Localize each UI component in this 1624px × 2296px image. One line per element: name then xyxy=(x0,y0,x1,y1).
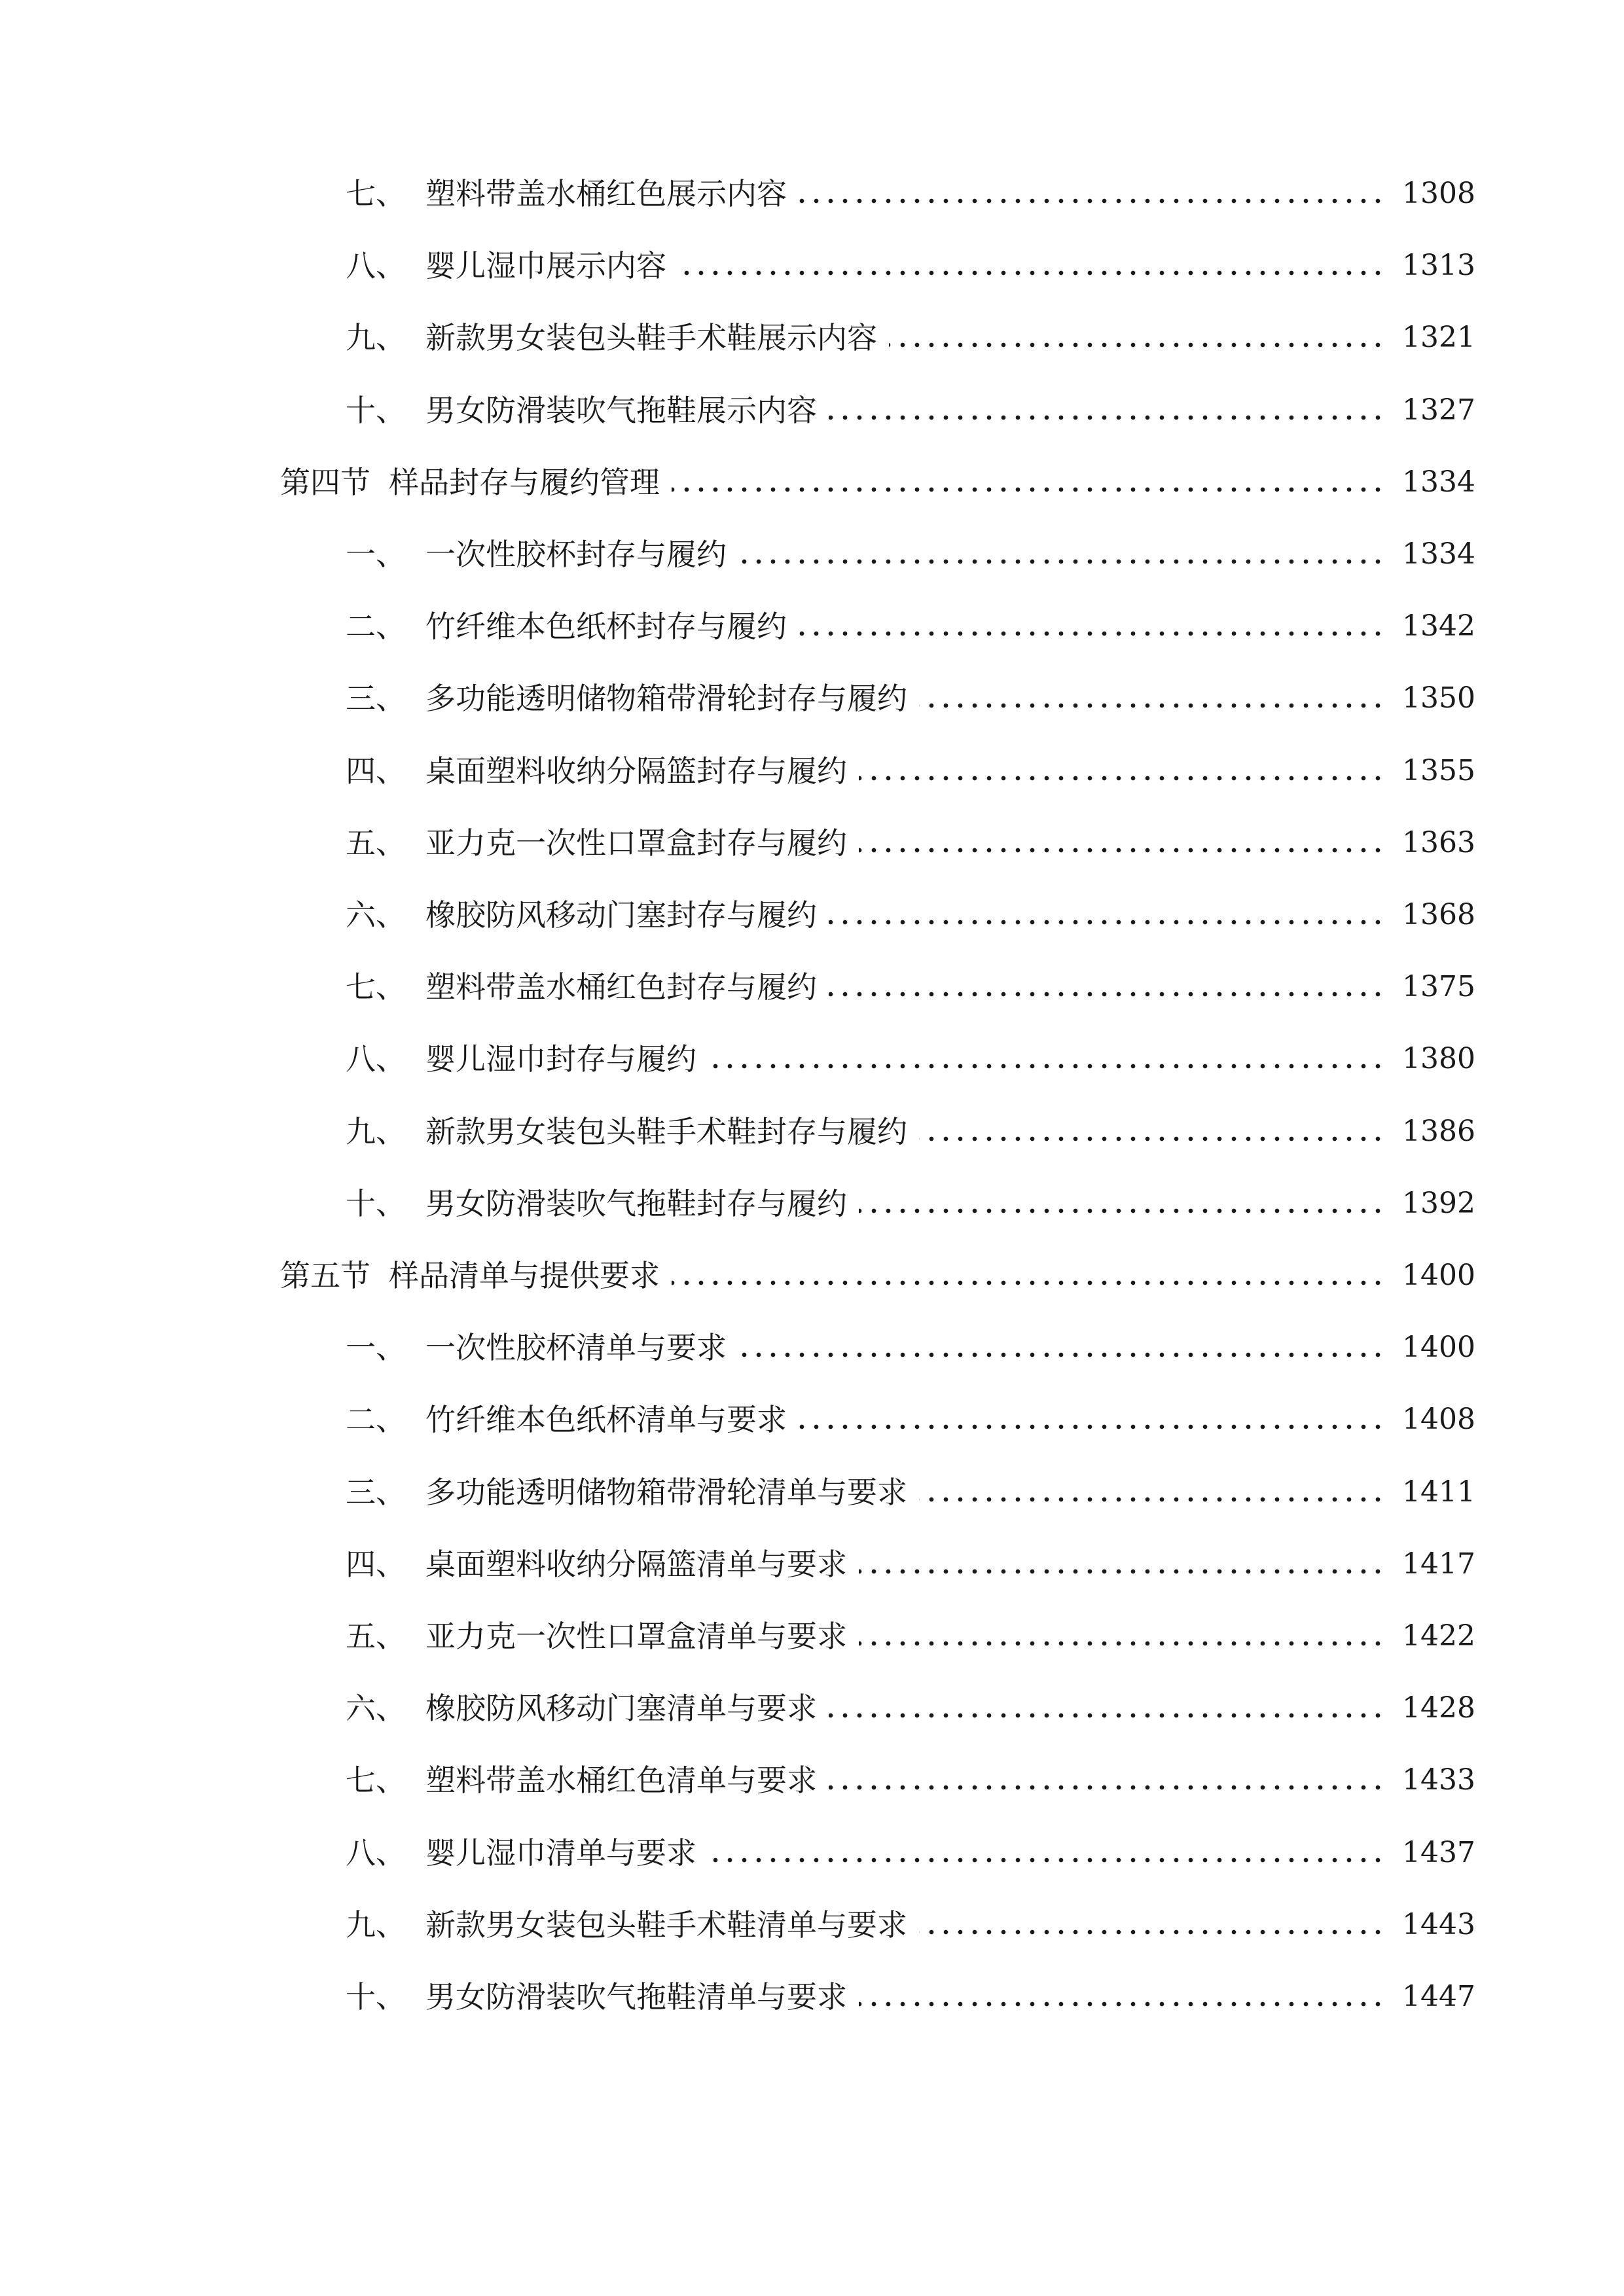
toc-entry-title: 橡胶防风移动门塞清单与要求 xyxy=(425,1691,817,1727)
toc-entry-page-number: 1355 xyxy=(1402,753,1475,787)
toc-entry-number: 一、 xyxy=(346,1330,406,1366)
dot-leader xyxy=(829,1784,1385,1791)
toc-entry-title: 男女防滑装吹气拖鞋展示内容 xyxy=(425,392,817,428)
toc-entry-number: 三、 xyxy=(346,681,406,717)
toc-entry-number: 七、 xyxy=(346,176,406,211)
toc-entry[interactable] xyxy=(346,528,1475,581)
toc-entry-number: 七、 xyxy=(346,1763,406,1799)
toc-entry-page-number: 1400 xyxy=(1402,1331,1475,1365)
dot-leader xyxy=(738,558,1385,565)
dot-leader xyxy=(859,1568,1385,1575)
toc-entry[interactable] xyxy=(346,1971,1475,2023)
dot-leader xyxy=(829,918,1385,926)
toc-entry[interactable] xyxy=(346,1105,1475,1158)
dot-leader xyxy=(799,1423,1385,1431)
toc-section-entry[interactable] xyxy=(280,456,1475,509)
toc-entry-number: 第四节 xyxy=(280,464,370,500)
toc-entry-title: 婴儿湿巾清单与要求 xyxy=(425,1835,696,1871)
toc-entry-title: 塑料带盖水桶红色封存与履约 xyxy=(425,969,817,1005)
toc-entry-title: 样品清单与提供要求 xyxy=(389,1258,660,1293)
toc-entry[interactable] xyxy=(346,1754,1475,1806)
toc-entry-title: 橡胶防风移动门塞封存与履约 xyxy=(425,897,817,933)
toc-entry-number: 九、 xyxy=(346,1113,406,1149)
dot-leader xyxy=(859,1207,1385,1215)
toc-entry-page-number: 1386 xyxy=(1402,1114,1475,1148)
toc-entry-number: 七、 xyxy=(346,969,406,1005)
toc-entry[interactable] xyxy=(346,600,1475,653)
toc-entry-title: 男女防滑装吹气拖鞋清单与要求 xyxy=(425,1979,847,2015)
toc-entry-page-number: 1321 xyxy=(1402,321,1475,355)
toc-entry-title: 男女防滑装吹气拖鞋封存与履约 xyxy=(425,1185,847,1221)
dot-leader xyxy=(859,846,1385,854)
toc-entry[interactable] xyxy=(346,1321,1475,1374)
toc-entry-page-number: 1375 xyxy=(1402,970,1475,1004)
toc-entry-number: 五、 xyxy=(346,825,406,861)
toc-entry[interactable] xyxy=(346,1033,1475,1085)
toc-entry-page-number: 1408 xyxy=(1402,1403,1475,1437)
toc-entry-number: 六、 xyxy=(346,897,406,933)
dot-leader xyxy=(678,269,1385,277)
toc-entry-title: 竹纤维本色纸杯清单与要求 xyxy=(425,1402,787,1438)
dot-leader xyxy=(799,197,1385,205)
toc-entry-page-number: 1392 xyxy=(1402,1186,1475,1220)
toc-entry-page-number: 1417 xyxy=(1402,1547,1475,1581)
toc-entry-number: 二、 xyxy=(346,1402,406,1438)
toc-entry-title: 桌面塑料收纳分隔篮清单与要求 xyxy=(425,1546,847,1582)
toc-entry-title: 一次性胶杯清单与要求 xyxy=(425,1330,727,1366)
toc-entry-number: 四、 xyxy=(346,1546,406,1582)
toc-entry-page-number: 1380 xyxy=(1402,1042,1475,1076)
toc-entry-number: 三、 xyxy=(346,1474,406,1510)
toc-entry-page-number: 1363 xyxy=(1402,825,1475,859)
toc-entry[interactable] xyxy=(346,1538,1475,1590)
dot-leader xyxy=(889,341,1385,349)
toc-entry-number: 六、 xyxy=(346,1691,406,1727)
toc-entry[interactable] xyxy=(346,240,1475,292)
toc-entry-title: 多功能透明储物箱带滑轮封存与履约 xyxy=(425,681,907,717)
toc-entry[interactable] xyxy=(346,672,1475,725)
toc-entry[interactable] xyxy=(346,889,1475,941)
toc-entry-title: 一次性胶杯封存与履约 xyxy=(425,537,727,572)
toc-entry[interactable] xyxy=(346,1827,1475,1879)
toc-entry-page-number: 1428 xyxy=(1402,1691,1475,1725)
dot-leader xyxy=(919,702,1385,709)
toc-entry-page-number: 1437 xyxy=(1402,1835,1475,1869)
dot-leader xyxy=(672,486,1385,493)
dot-leader xyxy=(859,1640,1385,1647)
toc-entry-page-number: 1411 xyxy=(1402,1475,1475,1509)
toc-entry-page-number: 1433 xyxy=(1402,1763,1475,1797)
dot-leader xyxy=(738,1351,1385,1359)
dot-leader xyxy=(672,1279,1385,1287)
toc-entry-page-number: 1400 xyxy=(1402,1259,1475,1292)
toc-section-entry[interactable] xyxy=(280,1249,1475,1302)
toc-entry-page-number: 1334 xyxy=(1402,465,1475,499)
toc-entry-title: 新款男女装包头鞋手术鞋封存与履约 xyxy=(425,1113,907,1149)
toc-entry-page-number: 1422 xyxy=(1402,1619,1475,1653)
toc-entry-title: 多功能透明储物箱带滑轮清单与要求 xyxy=(425,1474,907,1510)
toc-entry[interactable] xyxy=(346,312,1475,364)
toc-entry[interactable] xyxy=(346,168,1475,220)
toc-entry-page-number: 1350 xyxy=(1402,681,1475,715)
toc-entry-page-number: 1334 xyxy=(1402,537,1475,571)
toc-entry-number: 八、 xyxy=(346,1835,406,1871)
toc-entry-page-number: 1308 xyxy=(1402,177,1475,210)
dot-leader xyxy=(799,630,1385,637)
toc-entry-title: 新款男女装包头鞋手术鞋清单与要求 xyxy=(425,1907,907,1943)
toc-entry[interactable] xyxy=(346,1177,1475,1230)
dot-leader xyxy=(919,1928,1385,1936)
toc-entry-number: 五、 xyxy=(346,1619,406,1654)
toc-entry[interactable] xyxy=(346,1682,1475,1734)
toc-entry[interactable] xyxy=(346,1610,1475,1662)
toc-entry-number: 八、 xyxy=(346,1041,406,1077)
dot-leader xyxy=(829,990,1385,998)
dot-leader xyxy=(829,1712,1385,1719)
toc-entry-number: 十、 xyxy=(346,392,406,428)
dot-leader xyxy=(919,1135,1385,1143)
toc-entry-number: 九、 xyxy=(346,1907,406,1943)
toc-entry[interactable] xyxy=(346,1466,1475,1518)
dot-leader xyxy=(708,1062,1385,1070)
dot-leader xyxy=(708,1856,1385,1864)
toc-entry-number: 一、 xyxy=(346,537,406,572)
toc-entry[interactable] xyxy=(346,1899,1475,1951)
dot-leader xyxy=(919,1496,1385,1503)
toc-entry-title: 样品封存与履约管理 xyxy=(389,464,660,500)
toc-entry-page-number: 1447 xyxy=(1402,1980,1475,2013)
toc-entry-title: 婴儿湿巾展示内容 xyxy=(425,248,666,284)
toc-entry[interactable] xyxy=(346,1393,1475,1446)
toc-entry-title: 塑料带盖水桶红色清单与要求 xyxy=(425,1763,817,1799)
toc-entry-page-number: 1327 xyxy=(1402,393,1475,427)
dot-leader xyxy=(859,2000,1385,2008)
toc-entry-title: 桌面塑料收纳分隔篮封存与履约 xyxy=(425,753,847,789)
toc-entry[interactable] xyxy=(346,745,1475,797)
toc-entry-number: 八、 xyxy=(346,248,406,284)
toc-entry-title: 竹纤维本色纸杯封存与履约 xyxy=(425,609,787,645)
toc-entry-page-number: 1313 xyxy=(1402,249,1475,283)
toc-entry-page-number: 1368 xyxy=(1402,898,1475,931)
toc-entry[interactable] xyxy=(346,817,1475,869)
dot-leader xyxy=(829,414,1385,422)
toc-entry-title: 婴儿湿巾封存与履约 xyxy=(425,1041,696,1077)
toc-entry-number: 二、 xyxy=(346,609,406,645)
toc-entry-number: 十、 xyxy=(346,1185,406,1221)
toc-entry-title: 亚力克一次性口罩盒清单与要求 xyxy=(425,1619,847,1654)
toc-entry-page-number: 1342 xyxy=(1402,609,1475,643)
toc-entry-title: 新款男女装包头鞋手术鞋展示内容 xyxy=(425,320,877,356)
toc-entry-number: 四、 xyxy=(346,753,406,789)
toc-entry-number: 第五节 xyxy=(280,1258,370,1293)
toc-entry-title: 塑料带盖水桶红色展示内容 xyxy=(425,176,787,211)
toc-entry-title: 亚力克一次性口罩盒封存与履约 xyxy=(425,825,847,861)
dot-leader xyxy=(859,774,1385,782)
toc-entry-number: 十、 xyxy=(346,1979,406,2015)
toc-entry-page-number: 1443 xyxy=(1402,1907,1475,1941)
toc-entry[interactable] xyxy=(346,384,1475,437)
toc-entry[interactable] xyxy=(346,961,1475,1013)
toc-entry-number: 九、 xyxy=(346,320,406,356)
